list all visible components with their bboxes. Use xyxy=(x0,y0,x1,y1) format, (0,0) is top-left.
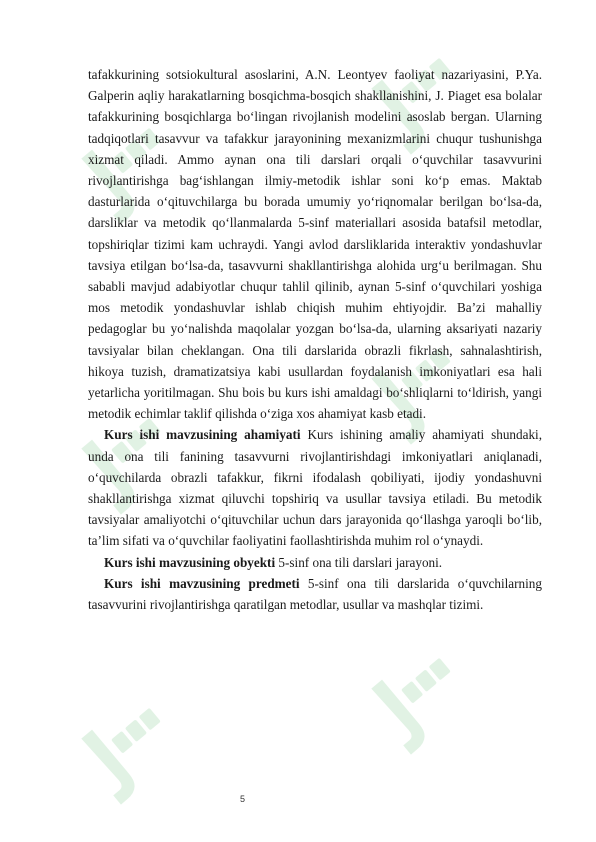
importance-text: Kurs ishining amaliy ahamiyati shundaki, unda ona tili fanining tasavvurni rivojlantirishdagi imkoniyatlari aniqlanadi, o‘quvchilarda obrazli tafakkur, fikrni ifodalash qobiliyati, ijodiy yondashuvni shakllantirishga xizmat qiluvchi topshiriq va usullar tavsiya etiladi. Bu metodik tavsiyalar amaliyotchi o‘qituvchilar uchun dars jarayonida qo‘llashga yaroqli bo‘lib, ta’lim sifati va o‘quvchilar faoliyatini faollashtirishda muhim rol o‘ynaydi. xyxy=(88,427,543,549)
body-paragraph: tafakkurining sotsiokultural asoslarini, A.N. Leontyev faoliyat nazariyasini, P.Ya. Galperin aqliy harakatlarning bosqichma-bosqich shakllanishini, J. Piaget esa bolalar tafakkurining bosqichlarga bo‘lingan rivojlanish modelini asoslab bergan. Ularning tadqiqotlari tasavvur va tafakkur jarayonining mexanizmlarini chuqur tushunishga xizmat qiladi. Ammo aynan ona tili darslari orqali o‘quvchilar tasavvurini rivojlantirishga bag‘ishlangan ilmiy-metodik ishlar soni ko‘p emas. Maktab dasturlarida o‘qituvchilarga bu borada umumiy yo‘riqnomalar berilgan bo‘lsa-da, darsliklar va metodik qo‘llanmalarda 5-sinf materiallari asosida batafsil metodlar, topshiriqlar tizimi kam uchraydi. Yangi avlod darsliklarida interaktiv yondashuvlar tavsiya etilgan bo‘lsa-da, tasavvurni shakllantirishga alohida urg‘u berilmagan. Shu sababli mavjud adabiyotlar chuqur tahlil qilinib, aynan 5-sinf o‘quvchilari yoshiga mos metodik yondashuvlar ishlab chiqish muhim ehtiyojdir. Ba’zi mahalliy pedagoglar bu yo‘nalishda maqolalar yozgan bo‘lsa-da, ularning aksariyati nazariy tavsiyalar bilan cheklangan. Ona tili darslarida obrazli fikrlash, sahnalashtirish, hikoya tuzish, dramatizatsiya kabi usullardan foydalanish imkoniyatlari esa hali yetarlicha yoritilmagan. Shu bois bu kurs ishi amaldagi bo‘shliqlarni to‘ldirish, yangi metodik echimlar taklif qilishda o‘ziga xos ahamiyat kasb etadi. xyxy=(88,67,542,422)
object-paragraph xyxy=(88,552,542,573)
watermark-logo-icon xyxy=(70,690,190,810)
object-text: 5-sinf ona tili darslari jarayoni. xyxy=(275,554,443,570)
importance-heading: Kurs ishi mavzusining ahamiyati xyxy=(104,427,301,443)
watermark-logo-icon xyxy=(360,640,480,760)
subject-text: 5-sinf ona tili darslarida o‘quvchilarning tasavvurini rivojlantirishga qaratilgan metodlar, usullar va mashqlar tizimi. xyxy=(88,575,542,613)
importance-paragraph xyxy=(88,424,542,551)
page-body xyxy=(88,64,542,615)
subject-heading: Kurs ishi mavzusining predmeti xyxy=(104,575,300,591)
subject-paragraph xyxy=(88,573,542,615)
page-number: 5 xyxy=(240,794,246,804)
object-heading: Kurs ishi mavzusining obyekti xyxy=(104,554,276,570)
